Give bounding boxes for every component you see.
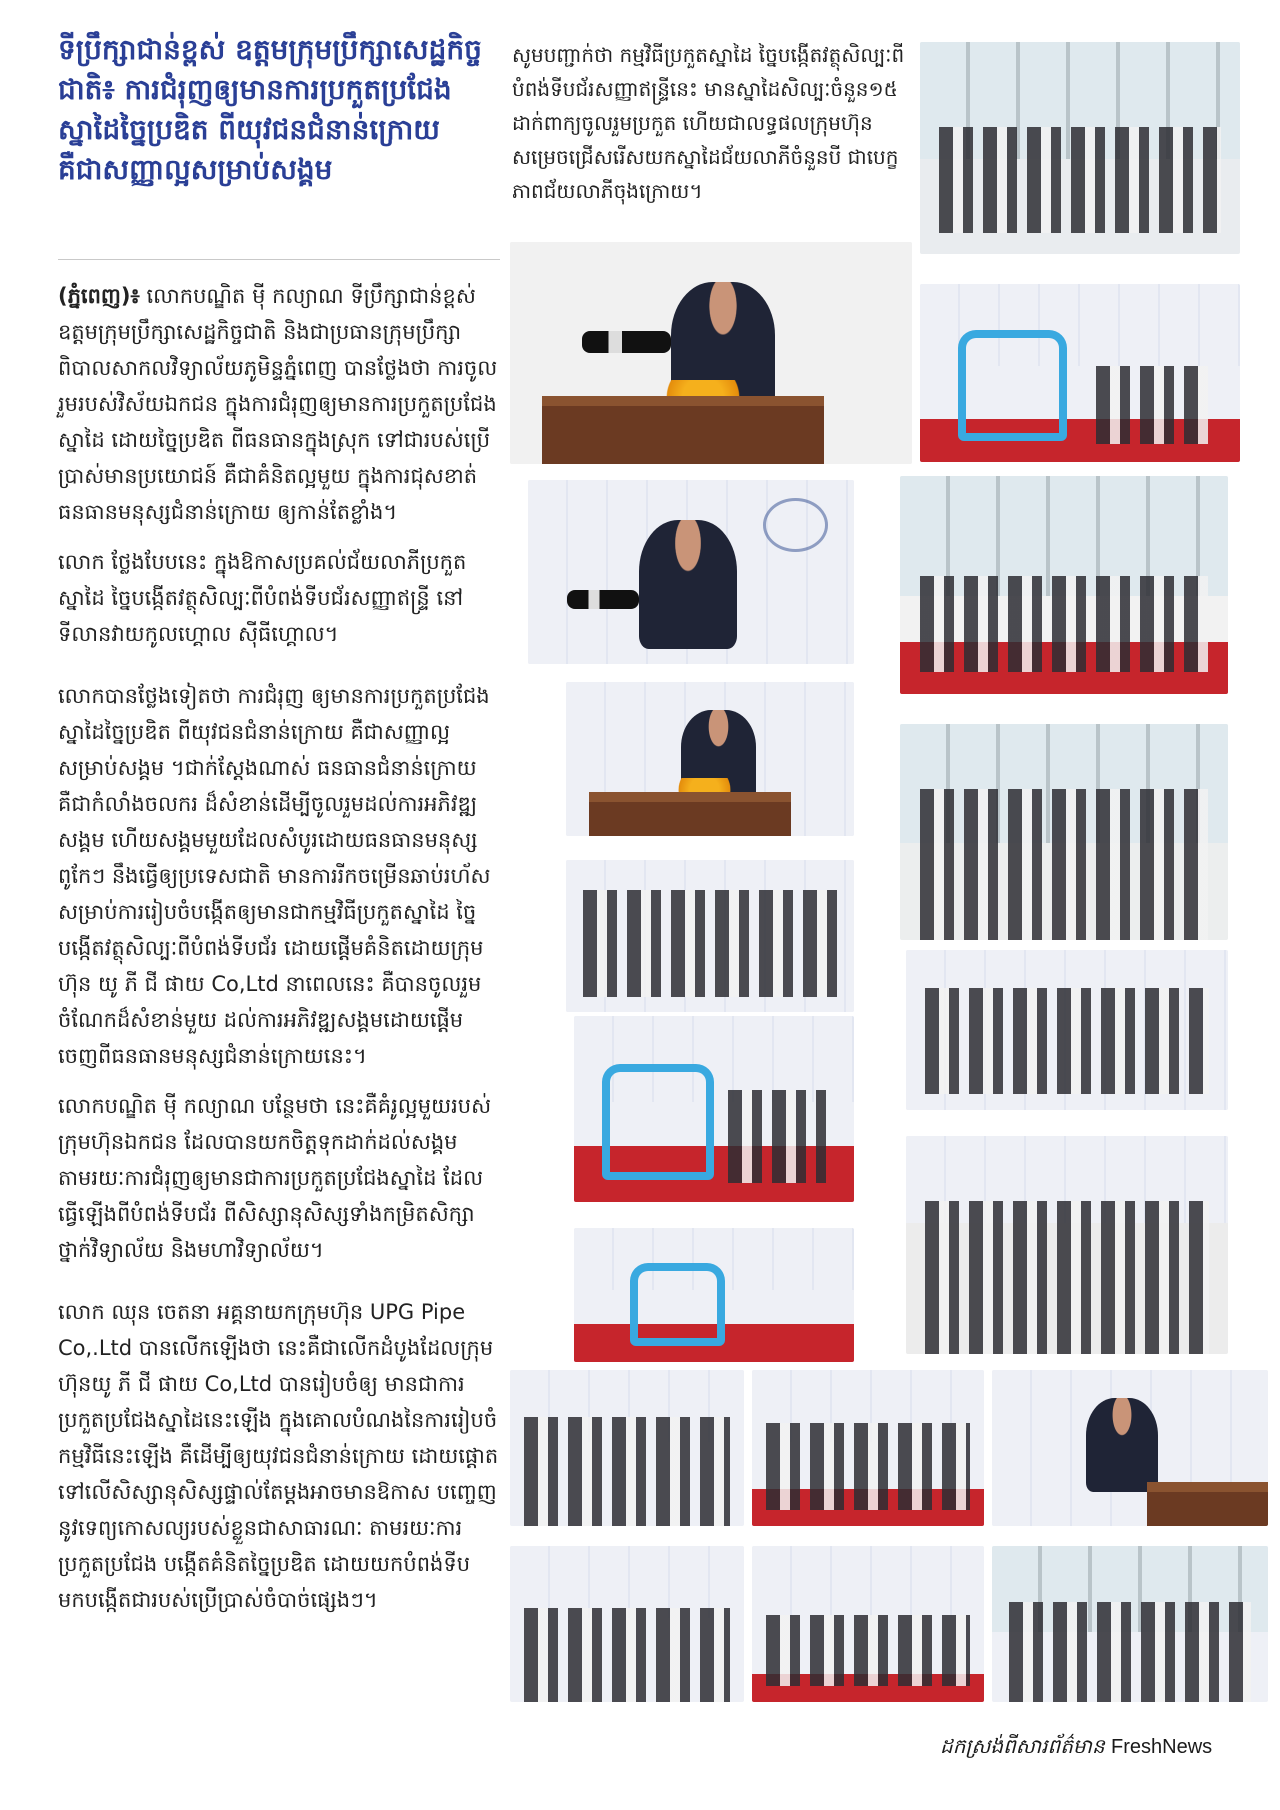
- source-credit: [940, 1732, 1260, 1761]
- photo-guest-blue-chair: [574, 1016, 854, 1202]
- photo-crowd-gathering: [992, 1546, 1268, 1702]
- paragraph-1: [58, 278, 500, 530]
- photo-ceremony-audience: [510, 1546, 744, 1702]
- intro-paragraph: សូមបញ្ជាក់ថា កម្មវិធីប្រកួតស្នាដៃ ច្នៃបង្កើតវត្ថុសិល្បៈពីបំពង់ទីបជ័រសញ្ញាឥន្រ្ទីនេះ មានស្នាដៃសិល្បៈចំនួន១៥ ដាក់ពាក្យចូលរួមប្រកួត ហើយជាលទ្ធផលក្រុមហ៊ុន សម្រេចជ្រើសរើសយកស្នាដៃជ័យលាភីចំនួនបី ជាបេក្ខភាពជ័យលាភីចុងក្រោយ។: [512, 43, 905, 203]
- photo-students-greeting: [900, 724, 1228, 940]
- photo-group-exhibition: [920, 42, 1240, 254]
- dateline: (ភ្នំពេញ)៖: [58, 284, 140, 308]
- photo-visitor-blue-chair: [920, 284, 1240, 462]
- article-body: [58, 278, 500, 1632]
- photo-winners-lineup: [900, 476, 1228, 694]
- photo-speaker-podium: [510, 242, 912, 464]
- photo-speaker-two: [566, 682, 854, 836]
- photo-handshake-award: [906, 1136, 1228, 1354]
- paragraph-4: លោកបណ្ឌិត ម៉ី កល្យាណ បន្ថែមថា នេះគឺគំរូល្អមួយរបស់ក្រុមហ៊ុនឯកជន ដែលបានយកចិត្តទុកដាក់ដល់សង្គមតាមរយៈការជំរុញឲ្យមានជាការប្រកួតប្រជែងស្នាដៃ ដែលធ្វើឡើងពីបំពង់ទីបជ័រ ពីសិស្សានុសិស្សទាំងកម្រិតសិក្សាថ្នាក់វិទ្យាល័យ និងមហាវិទ្យាល័យ។: [58, 1094, 492, 1262]
- headline-divider: [58, 259, 500, 260]
- photo-speaker-three: [992, 1370, 1268, 1526]
- paragraph-1-text: លោកបណ្ឌិត ម៉ី កល្យាណ ទីប្រឹក្សាជាន់ខ្ពស់ ឧត្តមក្រុមប្រឹក្សាសេដ្ឋកិច្ចជាតិ និងជាប្រធានក្រុមប្រឹក្សាពិបាលសាកលវិទ្យាល័យភូមិន្ទភ្នំពេញ បានថ្លែងថា ការចូលរួមរបស់វិស័យឯកជន ក្នុងការជំរុញឲ្យមានការប្រកួតប្រជែងស្នាដៃ ដោយច្នៃប្រឌិត ពីធនធានក្នុងស្រុក ទៅជារបស់ប្រើប្រាស់មានប្រយោជន៍ គឺជាគំនិតល្អមួយ ក្នុងការជុសខាត់ធនធានមនុស្សជំនាន់ក្រោយ ឲ្យកាន់តែខ្លាំង។: [58, 284, 498, 524]
- photo-students-group: [510, 1370, 744, 1526]
- credit-brand: FreshNews: [1111, 1736, 1213, 1758]
- photo-award-presentation-1: [566, 860, 854, 1012]
- photo-visitors-exhibit: [752, 1370, 984, 1526]
- photo-hall-overview: [752, 1546, 984, 1702]
- paragraph-3: លោកបានថ្លែងទៀតថា ការជំរុញ ឲ្យមានការប្រកួតប្រជែង ស្នាដៃច្នៃប្រឌិត ពីយុវជនជំនាន់ក្រោយ គឺជាសញ្ញាល្អសម្រាប់សង្គម ។ជាក់ស្តែងណាស់ ធនធានជំនាន់ក្រោយ គឺជាកំលាំងចលករ ដ៏សំខាន់ដើម្បីចូលរួមដល់ការអភិវឌ្ឍសង្គម ហើយសង្គមមួយដែលសំបូរដោយធនធានមនុស្សពូកែៗ នឹងធ្វើឲ្យប្រទេសជាតិ មានការរីកចម្រើនឆាប់រហ័ស សម្រាប់ការរៀបចំបង្កើតឲ្យមានជាកម្មវិធីប្រកួតស្នាដៃ ច្នៃបង្កើតវត្ថុសិល្បៈពីបំពង់ទីបជ័រ ដោយផ្តើមគំនិតដោយក្រុមហ៊ុន យូ ភី ជី ផាយ Co,Ltd នាពេលនេះ គឺបានចូលរួមចំណែកដ៏សំខាន់មួយ ដល់ការអភិវឌ្ឍសង្គមដោយផ្តើមចេញពីធនធានមនុស្សជំនាន់ក្រោយនេះ។: [58, 684, 491, 1068]
- photo-award-presentation-2: [906, 950, 1228, 1110]
- paragraph-2: លោក ថ្លែងបែបនេះ ក្នុងឱកាសប្រគល់ជ័យលាភីប្រកួតស្នាដៃ ច្នៃបង្កើតវត្ថុសិល្បៈពីបំពង់ទីបជ័រសញ្ញាឥន្រ្ទី នៅទីលានវាយកូលហ្គោល ស៊ីធីហ្គោល។: [58, 550, 467, 646]
- article-headline: ទីប្រឹក្សាជាន់ខ្ពស់ ឧត្តមក្រុមប្រឹក្សាសេដ្ឋកិច្ចជាតិ៖ ការជំរុញឲ្យមានការប្រកួតប្រជែងស្នាដៃច្នៃប្រឌិត ពីយុវជនជំនាន់ក្រោយ គឺជាសញ្ញាល្អសម្រាប់សង្គម: [58, 33, 482, 186]
- paragraph-5: លោក ឈុន ចេតនា អគ្គនាយកក្រុមហ៊ុន UPG Pipe Co,.Ltd បានលើកឡើងថា នេះគឺជាលើកដំបូងដែលក្រុមហ៊ុនយូ ភី ជី ផាយ Co,Ltd បានរៀបចំឲ្យ មានជាការ ប្រកួតប្រជែងស្នាដៃនេះឡើង ក្នុងគោលបំណងនៃការរៀបចំកម្មវិធីនេះឡើង គឺដើម្បីឲ្យយុវជនជំនាន់ក្រោយ ដោយផ្តោតទៅលើសិស្សានុសិស្សផ្ទាល់តែម្តងអាចមានឱកាស បញ្ចេញនូវទេព្យកោសល្យរបស់ខ្លួនជាសាធារណៈ តាមរយៈការប្រកួតប្រជែង បង្កើតគំនិតច្នៃប្រឌិត ដោយយកបំពង់ទីប មកបង្កើតជារបស់ប្រើប្រាស់ចំបាច់ផ្សេងៗ។: [58, 1300, 499, 1612]
- credit-prefix: ដកស្រង់ពីសារព័ត៌មាន: [940, 1734, 1105, 1758]
- photo-student-in-chair: [574, 1228, 854, 1362]
- photo-press-interview: [528, 480, 854, 664]
